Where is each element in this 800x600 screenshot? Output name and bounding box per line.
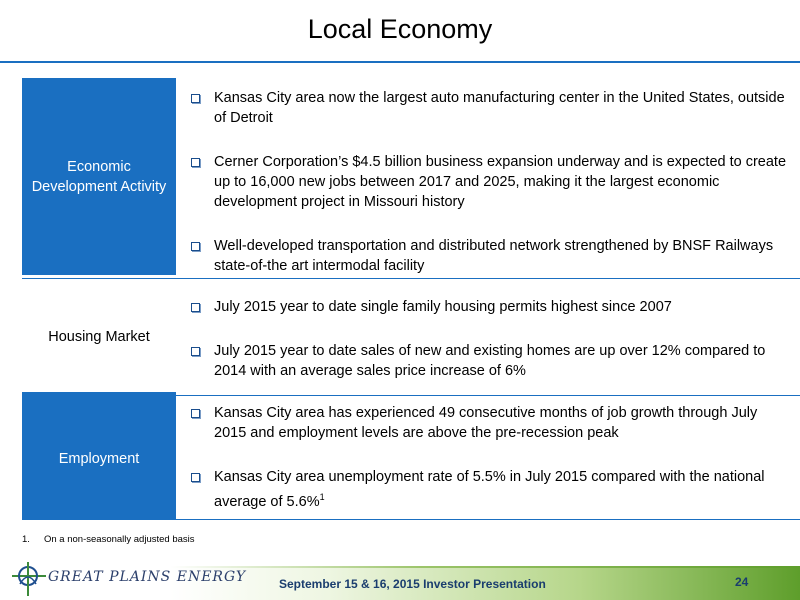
- checkbox-bullet-icon: [190, 467, 204, 487]
- checkbox-bullet-icon: [190, 236, 204, 256]
- page-number: 24: [735, 575, 749, 589]
- checkbox-bullet-icon: [190, 88, 204, 108]
- section-bullets: [176, 392, 800, 519]
- section-housing-market: [22, 275, 800, 392]
- bullet-item: July 2015 year to date sales of new and existing homes are up over 12% compared to 2014 with an average sales price increase of 6%: [190, 341, 800, 381]
- checkbox-bullet-icon: [190, 403, 204, 423]
- section-label: Employment: [22, 392, 176, 519]
- footer-line: [170, 566, 800, 568]
- checkbox-bullet-icon: [190, 341, 204, 361]
- section-divider: [22, 278, 800, 279]
- bullet-item: Cerner Corporation’s $4.5 billion business expansion underway and is expected to create up to 16,000 new jobs between 2017 and 2025, making it the largest economic development project in Missouri history: [190, 152, 800, 212]
- footnote-marker: 1: [319, 492, 325, 502]
- title-divider: [0, 61, 800, 63]
- section-bullets: [176, 78, 800, 275]
- section-employment: [22, 392, 800, 519]
- bullet-item: July 2015 year to date single family housing permits highest since 2007: [190, 297, 800, 317]
- bullet-item: Kansas City area unemployment rate of 5.5% in July 2015 compared with the national average of 5.6%$^1$: [190, 467, 800, 512]
- section-bullets: [176, 275, 800, 392]
- page-title: Local Economy: [307, 14, 493, 44]
- presentation-title: September 15 & 16, 2015 Investor Presentation: [279, 577, 546, 591]
- section-label: Economic Development Activity: [22, 78, 176, 275]
- section-divider: [22, 395, 800, 396]
- logo-wordmark: GREAT PLAINS ENERGY: [48, 569, 247, 585]
- bullet-item: Kansas City area has experienced 49 consecutive months of job growth through July 2015 and employment levels are above the pre-recession peak: [190, 403, 800, 443]
- checkbox-bullet-icon: [190, 152, 204, 172]
- section-divider: [22, 519, 800, 520]
- footnote: 1. On a non-seasonally adjusted basis: [22, 534, 195, 545]
- section-economic-development: [22, 78, 800, 275]
- checkbox-bullet-icon: [190, 297, 204, 317]
- content-table: [22, 78, 800, 519]
- bullet-item: Well-developed transportation and distributed network strengthened by BNSF Railways state-of-the art intermodal facility: [190, 236, 800, 276]
- bullet-item: Kansas City area now the largest auto manufacturing center in the United States, outside of Detroit: [190, 88, 800, 128]
- section-label: Housing Market: [22, 275, 176, 392]
